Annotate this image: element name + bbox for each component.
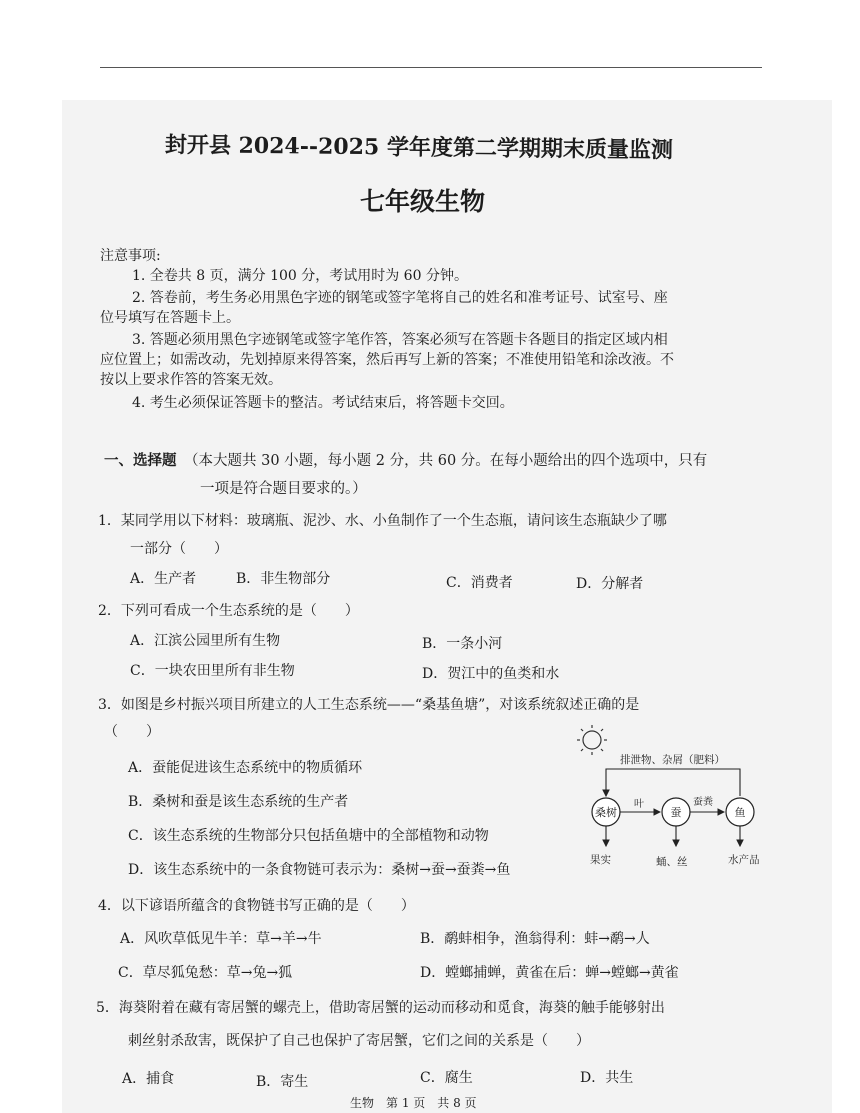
ecosystem-flow-svg: [572, 722, 772, 872]
note-line-3: 3. 答题必须用黑色字迹钢笔或签字笔作答，答案必须写在答题卡各题目的指定区域内相: [132, 332, 668, 348]
leaf-label: 叶: [634, 799, 644, 810]
q4-stem: 4．以下谚语所蕴含的食物链书写正确的是（ ）: [98, 898, 415, 914]
note-line-2: 2. 答卷前，考生务必用黑色字迹的钢笔或签字笔将自己的姓名和准考证号、试室号、座: [132, 290, 668, 306]
silk-label: 蛹、丝: [656, 856, 688, 868]
dung-label: 蚕粪: [693, 797, 713, 808]
node-mulberry: [592, 798, 620, 826]
fruit-label: 果实: [590, 854, 611, 866]
q4-option-b: B．鹬蚌相争，渔翁得利：蚌→鹬→人: [420, 931, 650, 947]
section-desc-2: 一项是符合题目要求的。）: [200, 481, 367, 497]
section-desc: （本大题共 30 小题，每小题 2 分，共 60 分。在每小题给出的四个选项中，只有: [184, 453, 708, 469]
sangji-fishpond-diagram: [572, 722, 772, 872]
q2-option-b: B．一条小河: [422, 636, 503, 652]
q3-stem: 3．如图是乡村振兴项目所建立的人工生态系统——“桑基鱼塘”，对该系统叙述正确的是: [98, 697, 640, 713]
q1-option-d: D．分解者: [576, 576, 644, 592]
note-line-2b: 位号填写在答题卡上。: [100, 310, 240, 326]
note-line-4: 4. 考生必须保证答题卡的整洁。考试结束后，将答题卡交回。: [132, 395, 514, 411]
q5-stem: 5．海葵附着在藏有寄居蟹的螺壳上，借助寄居蟹的运动而移动和觅食，海葵的触手能够射出: [96, 1000, 665, 1016]
section-label: 一、选择题: [104, 452, 177, 469]
q2-option-d: D．贺江中的鱼类和水: [422, 666, 560, 682]
q3-option-a: A．蚕能促进该生态系统中的物质循环: [128, 760, 363, 776]
q1-stem-2: 一部分（ ）: [130, 541, 228, 557]
q4-option-d: D．螳螂捕蝉，黄雀在后：蝉→螳螂→黄雀: [420, 965, 679, 981]
q1-option-c: C．消费者: [446, 575, 513, 591]
node-mulberry-label: 桑树: [595, 806, 617, 819]
note-line-1: 1. 全卷共 8 页，满分 100 分，考试用时为 60 分钟。: [132, 268, 468, 284]
aquatic-label: 水产品: [728, 854, 760, 866]
q5-stem-2: 刺丝射杀敌害，既保护了自己也保护了寄居蟹，它们之间的关系是（ ）: [128, 1033, 590, 1049]
q3-option-c: C．该生态系统的生物部分只包括鱼塘中的全部植物和动物: [128, 828, 489, 844]
q5-option-b: B．寄生: [256, 1074, 309, 1090]
top-rule: [100, 67, 762, 68]
q2-option-c: C．一块农田里所有非生物: [130, 663, 295, 679]
q3-stem-2: （ ）: [104, 724, 160, 740]
exam-title: 封开县 2024--2025 学年度第二学期期末质量监测: [164, 132, 674, 164]
note-line-3c: 按以上要求作答的答案无效。: [100, 372, 282, 388]
q4-option-c: C．草尽狐兔愁：草→兔→狐: [118, 965, 293, 981]
node-silkworm-label: 蚕: [670, 806, 682, 819]
q2-stem: 2．下列可看成一个生态系统的是（ ）: [98, 603, 359, 619]
fertilizer-label: 排泄物、杂屑（肥料）: [620, 754, 725, 766]
notes-heading: 注意事项:: [100, 248, 161, 264]
q2-option-a: A．江滨公园里所有生物: [130, 633, 281, 649]
subject-title: 七年级生物: [360, 187, 486, 216]
page-footer: 生物 第 1 页 共 8 页: [350, 1096, 477, 1110]
q3-option-b: B．桑树和蚕是该生态系统的生产者: [128, 794, 349, 810]
feedback-arrow: [606, 769, 740, 796]
note-line-3b: 应位置上；如需改动，先划掉原来得答案，然后再写上新的答案；不准使用铅笔和涂改液。不: [100, 352, 674, 368]
q1-option-a: A．生产者: [130, 571, 197, 587]
node-silkworm: [662, 798, 690, 826]
q5-option-a: A．捕食: [122, 1071, 175, 1087]
sun-icon: [577, 725, 607, 755]
q1-option-b: B．非生物部分: [236, 571, 331, 587]
q3-option-d: D．该生态系统中的一条食物链可表示为：桑树→蚕→蚕粪→鱼: [128, 862, 511, 878]
q1-stem: 1．某同学用以下材料：玻璃瓶、泥沙、水、小鱼制作了一个生态瓶，请问该生态瓶缺少了哪: [98, 513, 667, 529]
q4-option-a: A．风吹草低见牛羊：草→羊→牛: [120, 931, 322, 947]
node-fish: [726, 798, 754, 826]
q5-option-d: D．共生: [580, 1070, 634, 1086]
q5-option-c: C．腐生: [420, 1070, 473, 1086]
node-fish-label: 鱼: [734, 806, 746, 819]
